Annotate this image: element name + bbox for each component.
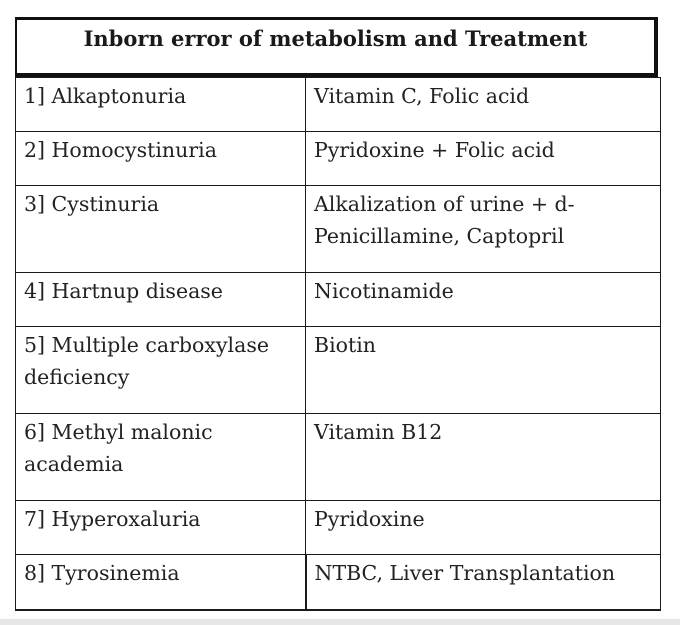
treatment-cell: Pyridoxine + Folic acid: [306, 132, 661, 186]
treatment-cell: Vitamin C, Folic acid: [306, 78, 661, 132]
disorder-cell: 3] Cystinuria: [16, 186, 306, 273]
disorder-cell: 5] Multiple carboxylase deficiency: [16, 327, 306, 414]
treatment-cell: Biotin: [306, 327, 661, 414]
table-row: [16, 327, 661, 414]
treatment-cell: Vitamin B12: [306, 414, 661, 501]
treatment-cell: Pyridoxine: [306, 501, 661, 555]
table-row: [16, 186, 661, 273]
table-row: [16, 555, 661, 610]
disorder-cell: 2] Homocystinuria: [16, 132, 306, 186]
treatment-cell: Alkalization of urine + d-Penicillamine, Captopril: [306, 186, 661, 273]
disorder-cell: 4] Hartnup disease: [16, 273, 306, 327]
table-row: [16, 78, 661, 132]
table-row: [16, 273, 661, 327]
treatment-cell: NTBC, Liver Transplantation: [306, 555, 661, 610]
disorder-cell: 6] Methyl malonic academia: [16, 414, 306, 501]
treatment-table: [15, 77, 661, 611]
title-box: [15, 17, 658, 77]
treatment-cell: Nicotinamide: [306, 273, 661, 327]
table-title: Inborn error of metabolism and Treatment: [83, 26, 588, 51]
table-row: [16, 501, 661, 555]
disorder-cell: 7] Hyperoxaluria: [16, 501, 306, 555]
table-row: [16, 414, 661, 501]
table-row: [16, 132, 661, 186]
bottom-edge-strip: [0, 619, 680, 625]
disorder-cell: 1] Alkaptonuria: [16, 78, 306, 132]
disorder-cell: 8] Tyrosinemia: [16, 555, 306, 610]
